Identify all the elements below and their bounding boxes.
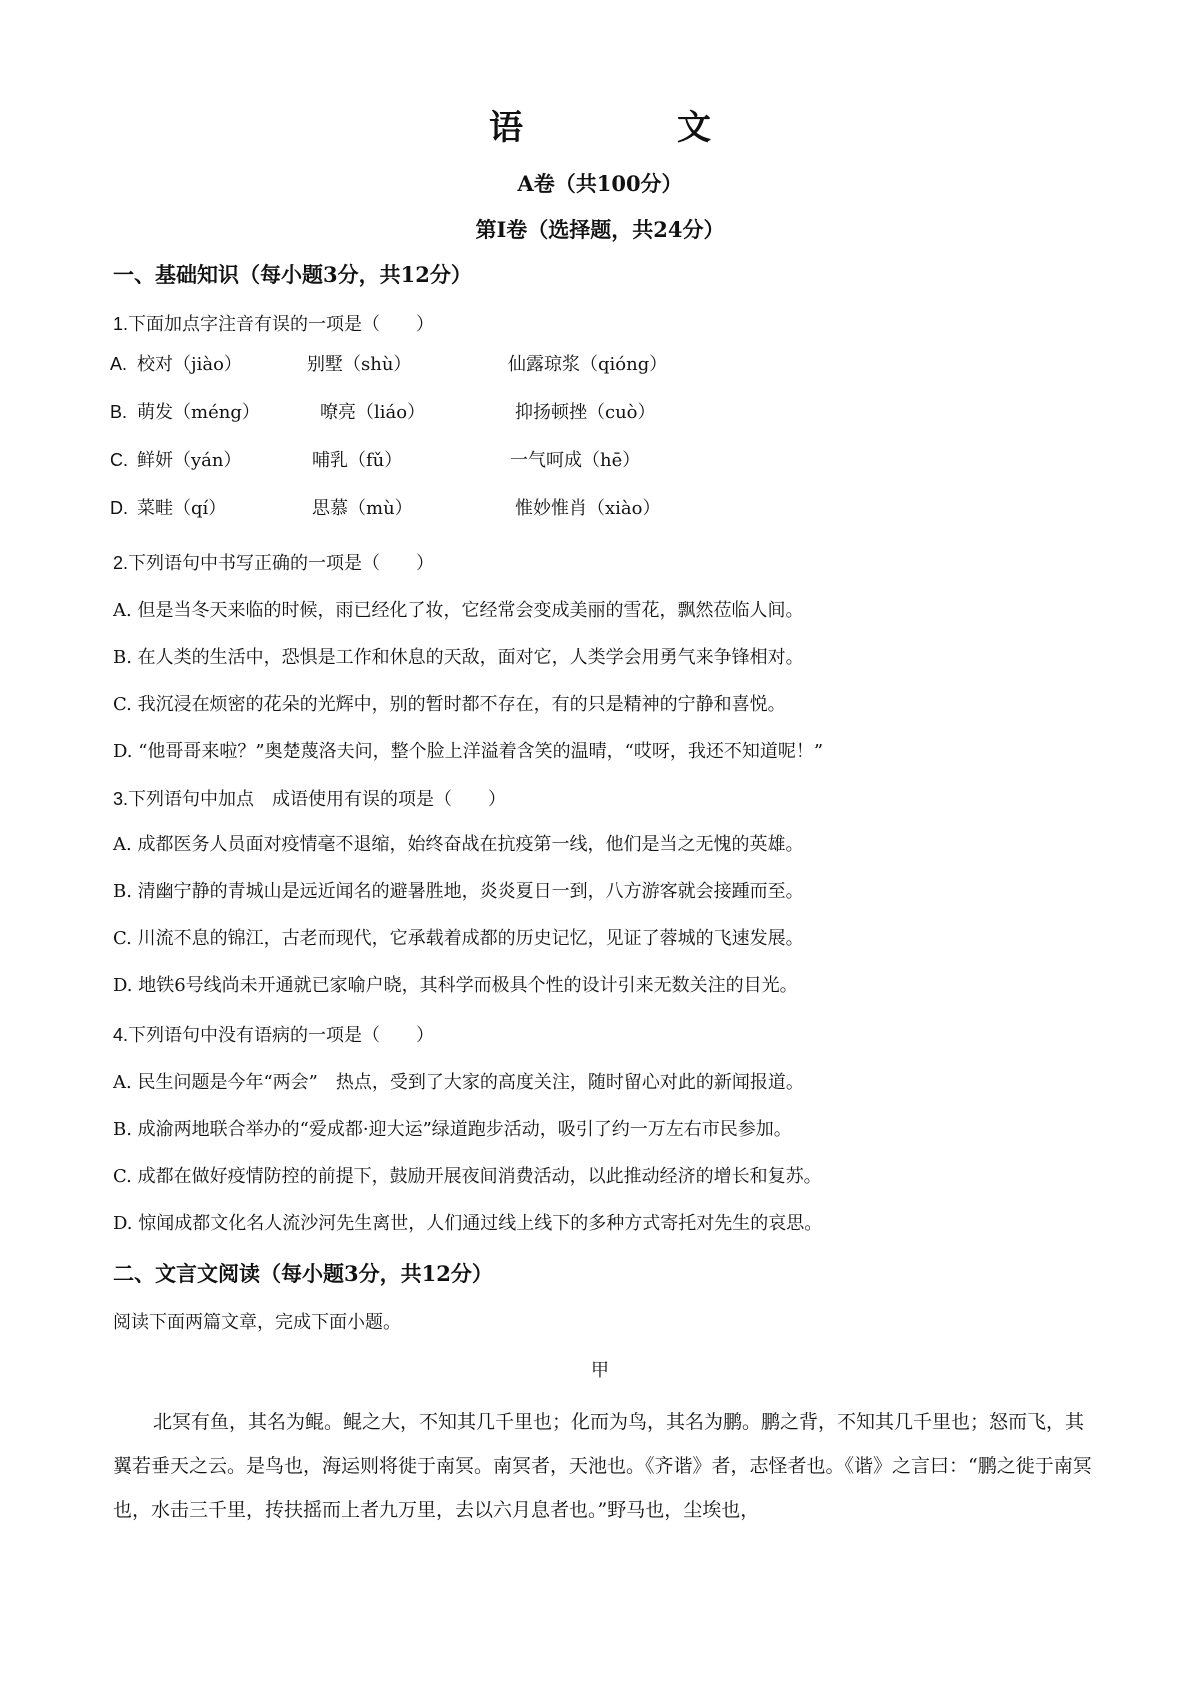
q3-option-b: B. 清幽宁静的青城山是远近闻名的避暑胜地，炎炎夏日一到，八方游客就会接踵而至。 bbox=[113, 881, 804, 902]
exam-part-a: A卷（共100分） bbox=[517, 171, 683, 196]
q1-c-word1: 鲜妍（yán） bbox=[137, 450, 242, 471]
q3-option-d: D. 地铁6号线尚未开通就已家喻户晓，其科学而极具个性的设计引来无数关注的目光。 bbox=[113, 975, 798, 996]
q1-option-a bbox=[110, 350, 242, 376]
question-4-stem: 4.下列语句中没有语病的一项是（ ） bbox=[113, 1025, 435, 1045]
question-3-stem: 3.下列语句中加点 成语使用有误的项是（ ） bbox=[113, 789, 507, 809]
q2-option-d: D. “他哥哥来啦？”奥楚蔑洛夫问，整个脸上洋溢着含笑的温晴，“哎呀，我还不知道呢！” bbox=[113, 741, 824, 762]
q2-option-a: A. 但是当冬天来临的时候，雨已经化了妆，它经常会变成美丽的雪花，飘然莅临人间。 bbox=[113, 600, 804, 621]
q1-option-d bbox=[110, 494, 226, 520]
volume-one-heading: 第Ⅰ卷（选择题，共24分） bbox=[475, 217, 725, 242]
q3-option-c: C. 川流不息的锦江，古老而现代，它承载着成都的历史记忆，见证了蓉城的飞速发展。 bbox=[113, 928, 804, 949]
option-label: B. bbox=[110, 402, 128, 422]
page-title: 语 文 bbox=[489, 108, 771, 148]
question-1-stem: 1.下面加点字注音有误的一项是（ ） bbox=[113, 314, 435, 334]
q4-option-a: A. 民生问题是今年“两会” 热点，受到了大家的高度关注，随时留心对此的新闻报道。 bbox=[113, 1072, 804, 1093]
q3-option-a: A. 成都医务人员面对疫情毫不退缩，始终奋战在抗疫第一线，他们是当之无愧的英雄。 bbox=[113, 834, 804, 855]
section-classical-reading: 二、文言文阅读（每小题3分，共12分） bbox=[113, 1261, 493, 1286]
passage-label: 甲 bbox=[591, 1360, 609, 1381]
option-label: A. bbox=[110, 354, 128, 374]
passage-text: 北冥有鱼，其名为鲲。鲲之大，不知其几千里也；化而为鸟，其名为鹏。鹏之背，不知其几千里也；怒而飞，其翼若垂天之云。是鸟也，海运则将徙于南冥。南冥者，天池也。《齐谐》者，志怪者也。《谐》之言曰：“鹏之徙于南冥也，水击三千里，抟扶摇而上者九万里，去以六月息者也。”野马也，尘埃也， bbox=[113, 1411, 1092, 1521]
q1-b-word3: 抑扬顿挫（cuò） bbox=[515, 402, 656, 423]
q1-a-word2: 别墅（shù） bbox=[307, 354, 412, 375]
q1-option-b bbox=[110, 398, 260, 424]
q1-c-word3: 一气呵成（hē） bbox=[510, 450, 641, 471]
option-label: C. bbox=[110, 450, 128, 470]
q1-option-c bbox=[110, 446, 242, 472]
q1-c-word2: 哺乳（fǔ） bbox=[312, 450, 403, 471]
q4-option-d: D. 惊闻成都文化名人流沙河先生离世，人们通过线上线下的多种方式寄托对先生的哀思。 bbox=[113, 1213, 823, 1234]
q4-option-b: B. 成渝两地联合举办的“爱成都·迎大运”绿道跑步活动，吸引了约一万左右市民参加。 bbox=[113, 1119, 792, 1140]
q1-d-word1: 菜畦（qí） bbox=[137, 498, 227, 519]
q1-b-word2: 嘹亮（liáo） bbox=[320, 402, 426, 423]
question-2-stem: 2.下列语句中书写正确的一项是（ ） bbox=[113, 553, 435, 573]
q1-a-word1: 校对（jiào） bbox=[137, 354, 242, 375]
q1-a-word3: 仙露琼浆（qióng） bbox=[508, 354, 668, 375]
q1-d-word3: 惟妙惟肖（xiào） bbox=[515, 498, 661, 519]
q1-d-word2: 思慕（mù） bbox=[312, 498, 413, 519]
q1-b-word1: 萌发（méng） bbox=[137, 402, 260, 423]
q4-option-c: C. 成都在做好疫情防控的前提下，鼓励开展夜间消费活动，以此推动经济的增长和复苏。 bbox=[113, 1166, 822, 1187]
section-basic-knowledge: 一、基础知识（每小题3分，共12分） bbox=[113, 262, 472, 287]
q2-option-c: C. 我沉浸在烦密的花朵的光辉中，别的暂时都不存在，有的只是精神的宁静和喜悦。 bbox=[113, 694, 786, 715]
option-label: D. bbox=[110, 498, 128, 518]
reading-instruction: 阅读下面两篇文章，完成下面小题。 bbox=[113, 1312, 401, 1333]
q2-option-b: B. 在人类的生活中，恐惧是工作和休息的天敌，面对它，人类学会用勇气来争锋相对。 bbox=[113, 647, 804, 668]
